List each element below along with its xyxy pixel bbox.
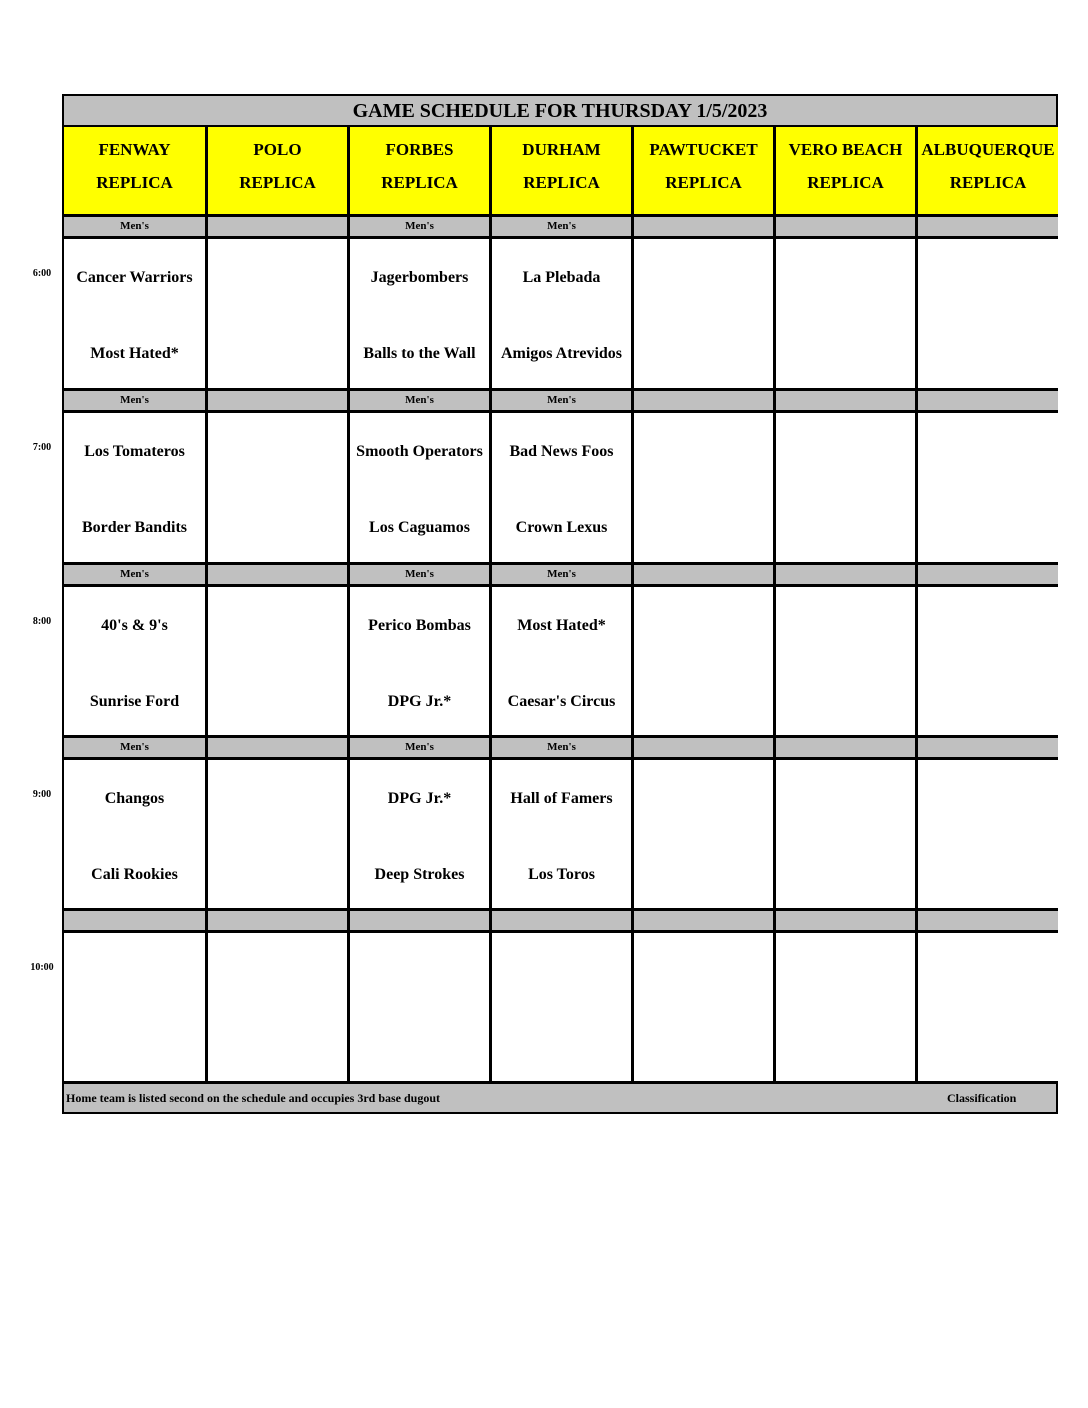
game-cell (776, 239, 915, 390)
game-cell (208, 587, 347, 738)
classification-cell: Men's (64, 565, 205, 584)
footer-classification: Classification (947, 1091, 1017, 1105)
game-cell (64, 587, 205, 738)
game-cell (776, 760, 915, 911)
home-team: Balls to the Wall (363, 344, 476, 362)
visitor-team (920, 933, 1056, 1009)
home-team (636, 663, 771, 739)
game-cell (918, 413, 1058, 564)
visitor-team (210, 760, 345, 836)
time-label: 9:00 (32, 789, 52, 800)
home-team (920, 489, 1056, 565)
classification-cell (634, 391, 773, 410)
home-team: Cali Rookies (91, 865, 178, 883)
game-cell (634, 587, 773, 738)
game-cell (208, 760, 347, 911)
classification-cell (776, 565, 915, 584)
home-team (636, 315, 771, 391)
visitor-team (352, 933, 487, 1009)
time-label: 7:00 (32, 442, 52, 453)
schedule-title: GAME SCHEDULE FOR THURSDAY 1/5/2023 (64, 96, 1056, 126)
classification-cell (208, 911, 347, 930)
column-divider (915, 126, 918, 1082)
classification-cell (918, 911, 1058, 930)
column-divider (773, 126, 776, 1082)
field-header (208, 126, 347, 214)
field-header (64, 126, 205, 214)
home-team (636, 1009, 771, 1085)
classification-cell (208, 217, 347, 236)
game-cell (64, 239, 205, 390)
classification-cell: Men's (492, 565, 631, 584)
game-cell (634, 239, 773, 390)
home-team (636, 489, 771, 565)
column-divider (489, 126, 492, 1082)
game-cell (776, 587, 915, 738)
game-cell (918, 760, 1058, 911)
game-cell (492, 760, 631, 911)
classification-cell (208, 738, 347, 757)
classification-cell: Men's (492, 391, 631, 410)
game-cell (350, 760, 489, 911)
classification-cell (492, 911, 631, 930)
field-subtitle: REPLICA (665, 173, 742, 192)
schedule-footer (64, 1084, 1056, 1112)
game-cell (492, 587, 631, 738)
visitor-team (636, 587, 771, 663)
classification-cell: Men's (64, 738, 205, 757)
row-divider (62, 236, 1058, 239)
game-cell (208, 413, 347, 564)
game-cell (350, 239, 489, 390)
field-name: FENWAY (98, 140, 171, 159)
field-subtitle: REPLICA (381, 173, 458, 192)
game-cell (64, 933, 205, 1084)
visitor-team: Perico Bombas (368, 616, 471, 634)
visitor-team (636, 413, 771, 489)
classification-cell (208, 391, 347, 410)
footer-note: Home team is listed second on the schedule and occupies 3rd base dugout (66, 1091, 441, 1105)
visitor-team (778, 933, 913, 1009)
visitor-team (778, 239, 913, 315)
field-name: FORBES (385, 140, 454, 159)
visitor-team (636, 239, 771, 315)
home-team (210, 1009, 345, 1085)
time-label: 10:00 (30, 962, 54, 973)
game-cell (64, 760, 205, 911)
visitor-team: DPG Jr.* (387, 789, 452, 807)
home-team (494, 1009, 629, 1085)
home-team (210, 315, 345, 391)
visitor-team: Bad News Foos (509, 442, 614, 460)
home-team: Los Toros (528, 865, 595, 883)
classification-cell (634, 911, 773, 930)
game-cell (634, 413, 773, 564)
classification-cell (64, 911, 205, 930)
time-label: 6:00 (32, 268, 52, 279)
field-subtitle: REPLICA (239, 173, 316, 192)
classification-cell (634, 565, 773, 584)
home-team (636, 836, 771, 912)
classification-cell: Men's (492, 738, 631, 757)
visitor-team: Cancer Warriors (76, 268, 193, 286)
game-cell (918, 933, 1058, 1084)
row-divider (62, 584, 1058, 587)
field-name: ALBUQUERQUE (921, 140, 1055, 159)
field-subtitle: REPLICA (949, 173, 1027, 192)
home-team (920, 836, 1056, 912)
visitor-team (636, 760, 771, 836)
game-cell (350, 933, 489, 1084)
classification-cell (918, 217, 1058, 236)
field-subtitle: REPLICA (523, 173, 600, 192)
game-cell (918, 587, 1058, 738)
classification-cell: Men's (492, 217, 631, 236)
home-team: DPG Jr.* (387, 692, 452, 710)
row-divider (62, 735, 1058, 738)
game-cell (634, 933, 773, 1084)
visitor-team (210, 587, 345, 663)
home-team: Deep Strokes (374, 865, 465, 883)
home-team (352, 1009, 487, 1085)
classification-cell (634, 738, 773, 757)
home-team (778, 836, 913, 912)
classification-cell (208, 565, 347, 584)
row-divider (62, 410, 1058, 413)
home-team: Most Hated* (90, 344, 179, 362)
classification-cell (776, 738, 915, 757)
field-subtitle: REPLICA (807, 173, 884, 192)
visitor-team: Los Tomateros (84, 442, 185, 460)
classification-cell (918, 391, 1058, 410)
home-team: Caesar's Circus (507, 692, 616, 710)
visitor-team (920, 587, 1056, 663)
home-team (920, 315, 1056, 391)
visitor-team: Hall of Famers (510, 789, 613, 807)
classification-cell (918, 565, 1058, 584)
visitor-team (66, 933, 203, 1009)
field-subtitle: REPLICA (96, 173, 173, 192)
row-divider (62, 562, 1058, 565)
row-divider (62, 930, 1058, 933)
game-cell (208, 933, 347, 1084)
home-team (778, 489, 913, 565)
home-team: Border Bandits (81, 518, 188, 536)
home-team: Sunrise Ford (89, 692, 180, 710)
home-team (778, 315, 913, 391)
visitor-team (210, 933, 345, 1009)
game-cell (350, 587, 489, 738)
game-cell (918, 239, 1058, 390)
row-divider (62, 757, 1058, 760)
visitor-team (778, 413, 913, 489)
row-divider (62, 388, 1058, 391)
game-cell (350, 413, 489, 564)
home-team: Crown Lexus (515, 518, 608, 536)
field-header (634, 126, 773, 214)
game-cell (208, 239, 347, 390)
field-name: VERO BEACH (788, 140, 903, 159)
game-cell (492, 239, 631, 390)
home-team (778, 1009, 913, 1085)
field-header (776, 126, 915, 214)
visitor-team: Smooth Operators (356, 442, 483, 460)
field-name: DURHAM (522, 140, 601, 159)
game-cell (776, 413, 915, 564)
home-team: Amigos Atrevidos (500, 344, 623, 362)
visitor-team: 40's & 9's (101, 616, 168, 634)
home-team (210, 489, 345, 565)
classification-cell (776, 911, 915, 930)
visitor-team (636, 933, 771, 1009)
home-team (778, 663, 913, 739)
visitor-team (210, 239, 345, 315)
game-cell (776, 933, 915, 1084)
classification-cell: Men's (350, 217, 489, 236)
row-divider (62, 908, 1058, 911)
classification-cell: Men's (350, 738, 489, 757)
field-header (492, 126, 631, 214)
visitor-team (920, 413, 1056, 489)
visitor-team (778, 587, 913, 663)
home-team (210, 663, 345, 739)
column-divider (347, 126, 350, 1082)
classification-cell: Men's (350, 565, 489, 584)
visitor-team (210, 413, 345, 489)
visitor-team (494, 933, 629, 1009)
column-divider (631, 126, 634, 1082)
classification-cell (776, 217, 915, 236)
field-header (350, 126, 489, 214)
classification-cell (634, 217, 773, 236)
home-team (920, 663, 1056, 739)
classification-cell (918, 738, 1058, 757)
visitor-team (778, 760, 913, 836)
game-cell (492, 933, 631, 1084)
visitor-team: Most Hated* (517, 616, 606, 634)
game-cell (492, 413, 631, 564)
classification-cell: Men's (64, 391, 205, 410)
visitor-team: La Plebada (522, 268, 601, 286)
home-team (66, 1009, 203, 1085)
home-team (210, 836, 345, 912)
classification-cell: Men's (350, 391, 489, 410)
field-name: POLO (253, 140, 302, 159)
visitor-team: Jagerbombers (370, 268, 469, 286)
field-name: PAWTUCKET (649, 140, 758, 159)
classification-cell: Men's (64, 217, 205, 236)
row-divider (62, 214, 1058, 217)
visitor-team: Changos (104, 789, 165, 807)
visitor-team (920, 760, 1056, 836)
classification-cell (350, 911, 489, 930)
column-divider (205, 126, 208, 1082)
field-header (918, 126, 1058, 214)
game-cell (64, 413, 205, 564)
home-team (920, 1009, 1056, 1085)
classification-cell (776, 391, 915, 410)
row-divider (62, 125, 1058, 127)
game-cell (634, 760, 773, 911)
home-team: Los Caguamos (369, 518, 470, 536)
time-label: 8:00 (32, 616, 52, 627)
visitor-team (920, 239, 1056, 315)
